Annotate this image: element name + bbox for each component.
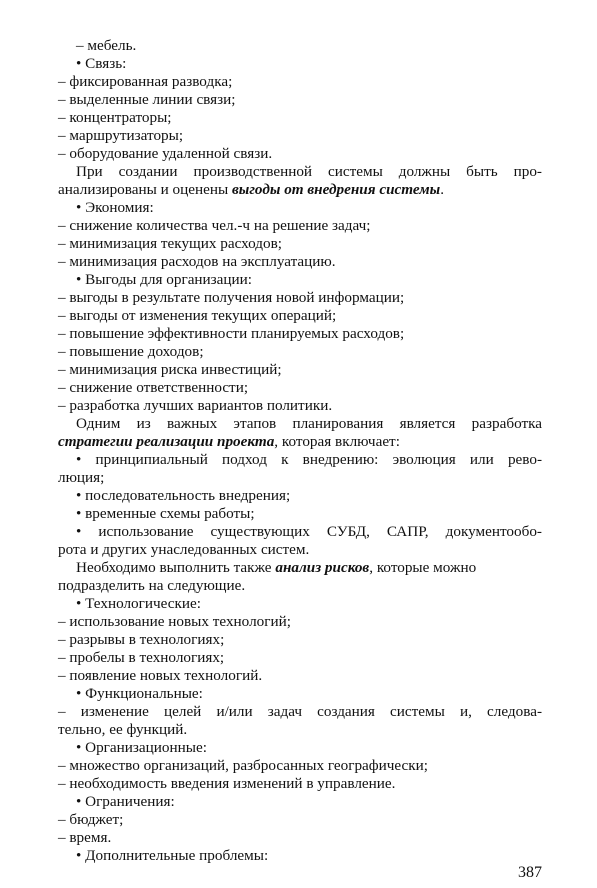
line-text: , которые можно (369, 559, 477, 576)
text-line: • Технологические: (76, 595, 201, 612)
text-line: При создании производственной системы должны быть про- (76, 163, 542, 180)
text-line (58, 181, 542, 198)
line-text: анализированы и оценены (58, 181, 232, 198)
emphasis-term: стратегии реализации проекта (58, 433, 275, 450)
text-line: – минимизация риска инвестиций; (58, 361, 282, 378)
text-line: – оборудование удаленной связи. (58, 145, 273, 162)
text-line: – маршрутизаторы; (58, 127, 184, 144)
text-line: – выделенные линии связи; (58, 91, 236, 108)
text-line: – мебель. (76, 37, 137, 54)
text-line: – концентраторы; (58, 109, 172, 126)
text-line: • принципиальный подход к внедрению: эволюция или рево- (76, 451, 542, 468)
text-line: – бюджет; (58, 811, 124, 828)
text-line: • использование существующих СУБД, САПР, документообо- (76, 523, 542, 540)
text-line: – изменение целей и/или задач создания системы и, следова- (58, 703, 542, 720)
text-line: – минимизация текущих расходов; (58, 235, 283, 252)
line-text: Необходимо выполнить также (76, 559, 276, 576)
text-line: • Организационные: (76, 739, 207, 756)
text-line: – появление новых технологий. (58, 667, 263, 684)
text-line: – использование новых технологий; (58, 613, 291, 630)
text-line: • Дополнительные проблемы: (76, 847, 269, 864)
text-line: – минимизация расходов на эксплуатацию. (58, 253, 336, 270)
text-line: • Экономия: (76, 199, 154, 216)
text-line: – снижение количества чел.-ч на решение задач; (58, 217, 371, 234)
text-line: • Выгоды для организации: (76, 271, 253, 288)
text-line: – разрывы в технологиях; (58, 631, 225, 648)
line-text: . (440, 181, 444, 198)
text-line: • временные схемы работы; (76, 505, 255, 522)
emphasis-term: анализ рисков (275, 559, 370, 576)
text-line: – разработка лучших вариантов политики. (58, 397, 333, 414)
text-line: подразделить на следующие. (58, 577, 246, 594)
text-line: – фиксированная разводка; (58, 73, 233, 90)
text-line: – время. (58, 829, 112, 846)
text-line: люция; (58, 469, 105, 486)
text-line: рота и других унаследованных систем. (58, 541, 310, 558)
line-text: , которая включает: (274, 433, 400, 450)
emphasis-term: выгоды от внедрения системы (232, 181, 441, 198)
text-line: – множество организаций, разбросанных географически; (58, 757, 428, 774)
text-line: • последовательность внедрения; (76, 487, 291, 504)
text-line (76, 559, 542, 576)
text-line: – повышение доходов; (58, 343, 204, 360)
text-line: – снижение ответственности; (58, 379, 249, 396)
page-number: 387 (518, 864, 542, 881)
text-line (58, 433, 542, 450)
text-line: – пробелы в технологиях; (58, 649, 225, 666)
text-line: • Связь: (76, 55, 127, 72)
text-line: Одним из важных этапов планирования является разработка (76, 415, 542, 432)
text-line: • Функциональные: (76, 685, 203, 702)
text-line: – необходимость введения изменений в управление. (58, 775, 396, 792)
text-line: • Ограничения: (76, 793, 175, 810)
text-line: тельно, ее функций. (58, 721, 188, 738)
text-line: – выгоды от изменения текущих операций; (58, 307, 337, 324)
text-line: – выгоды в результате получения новой информации; (58, 289, 405, 306)
text-line: – повышение эффективности планируемых расходов; (58, 325, 405, 342)
